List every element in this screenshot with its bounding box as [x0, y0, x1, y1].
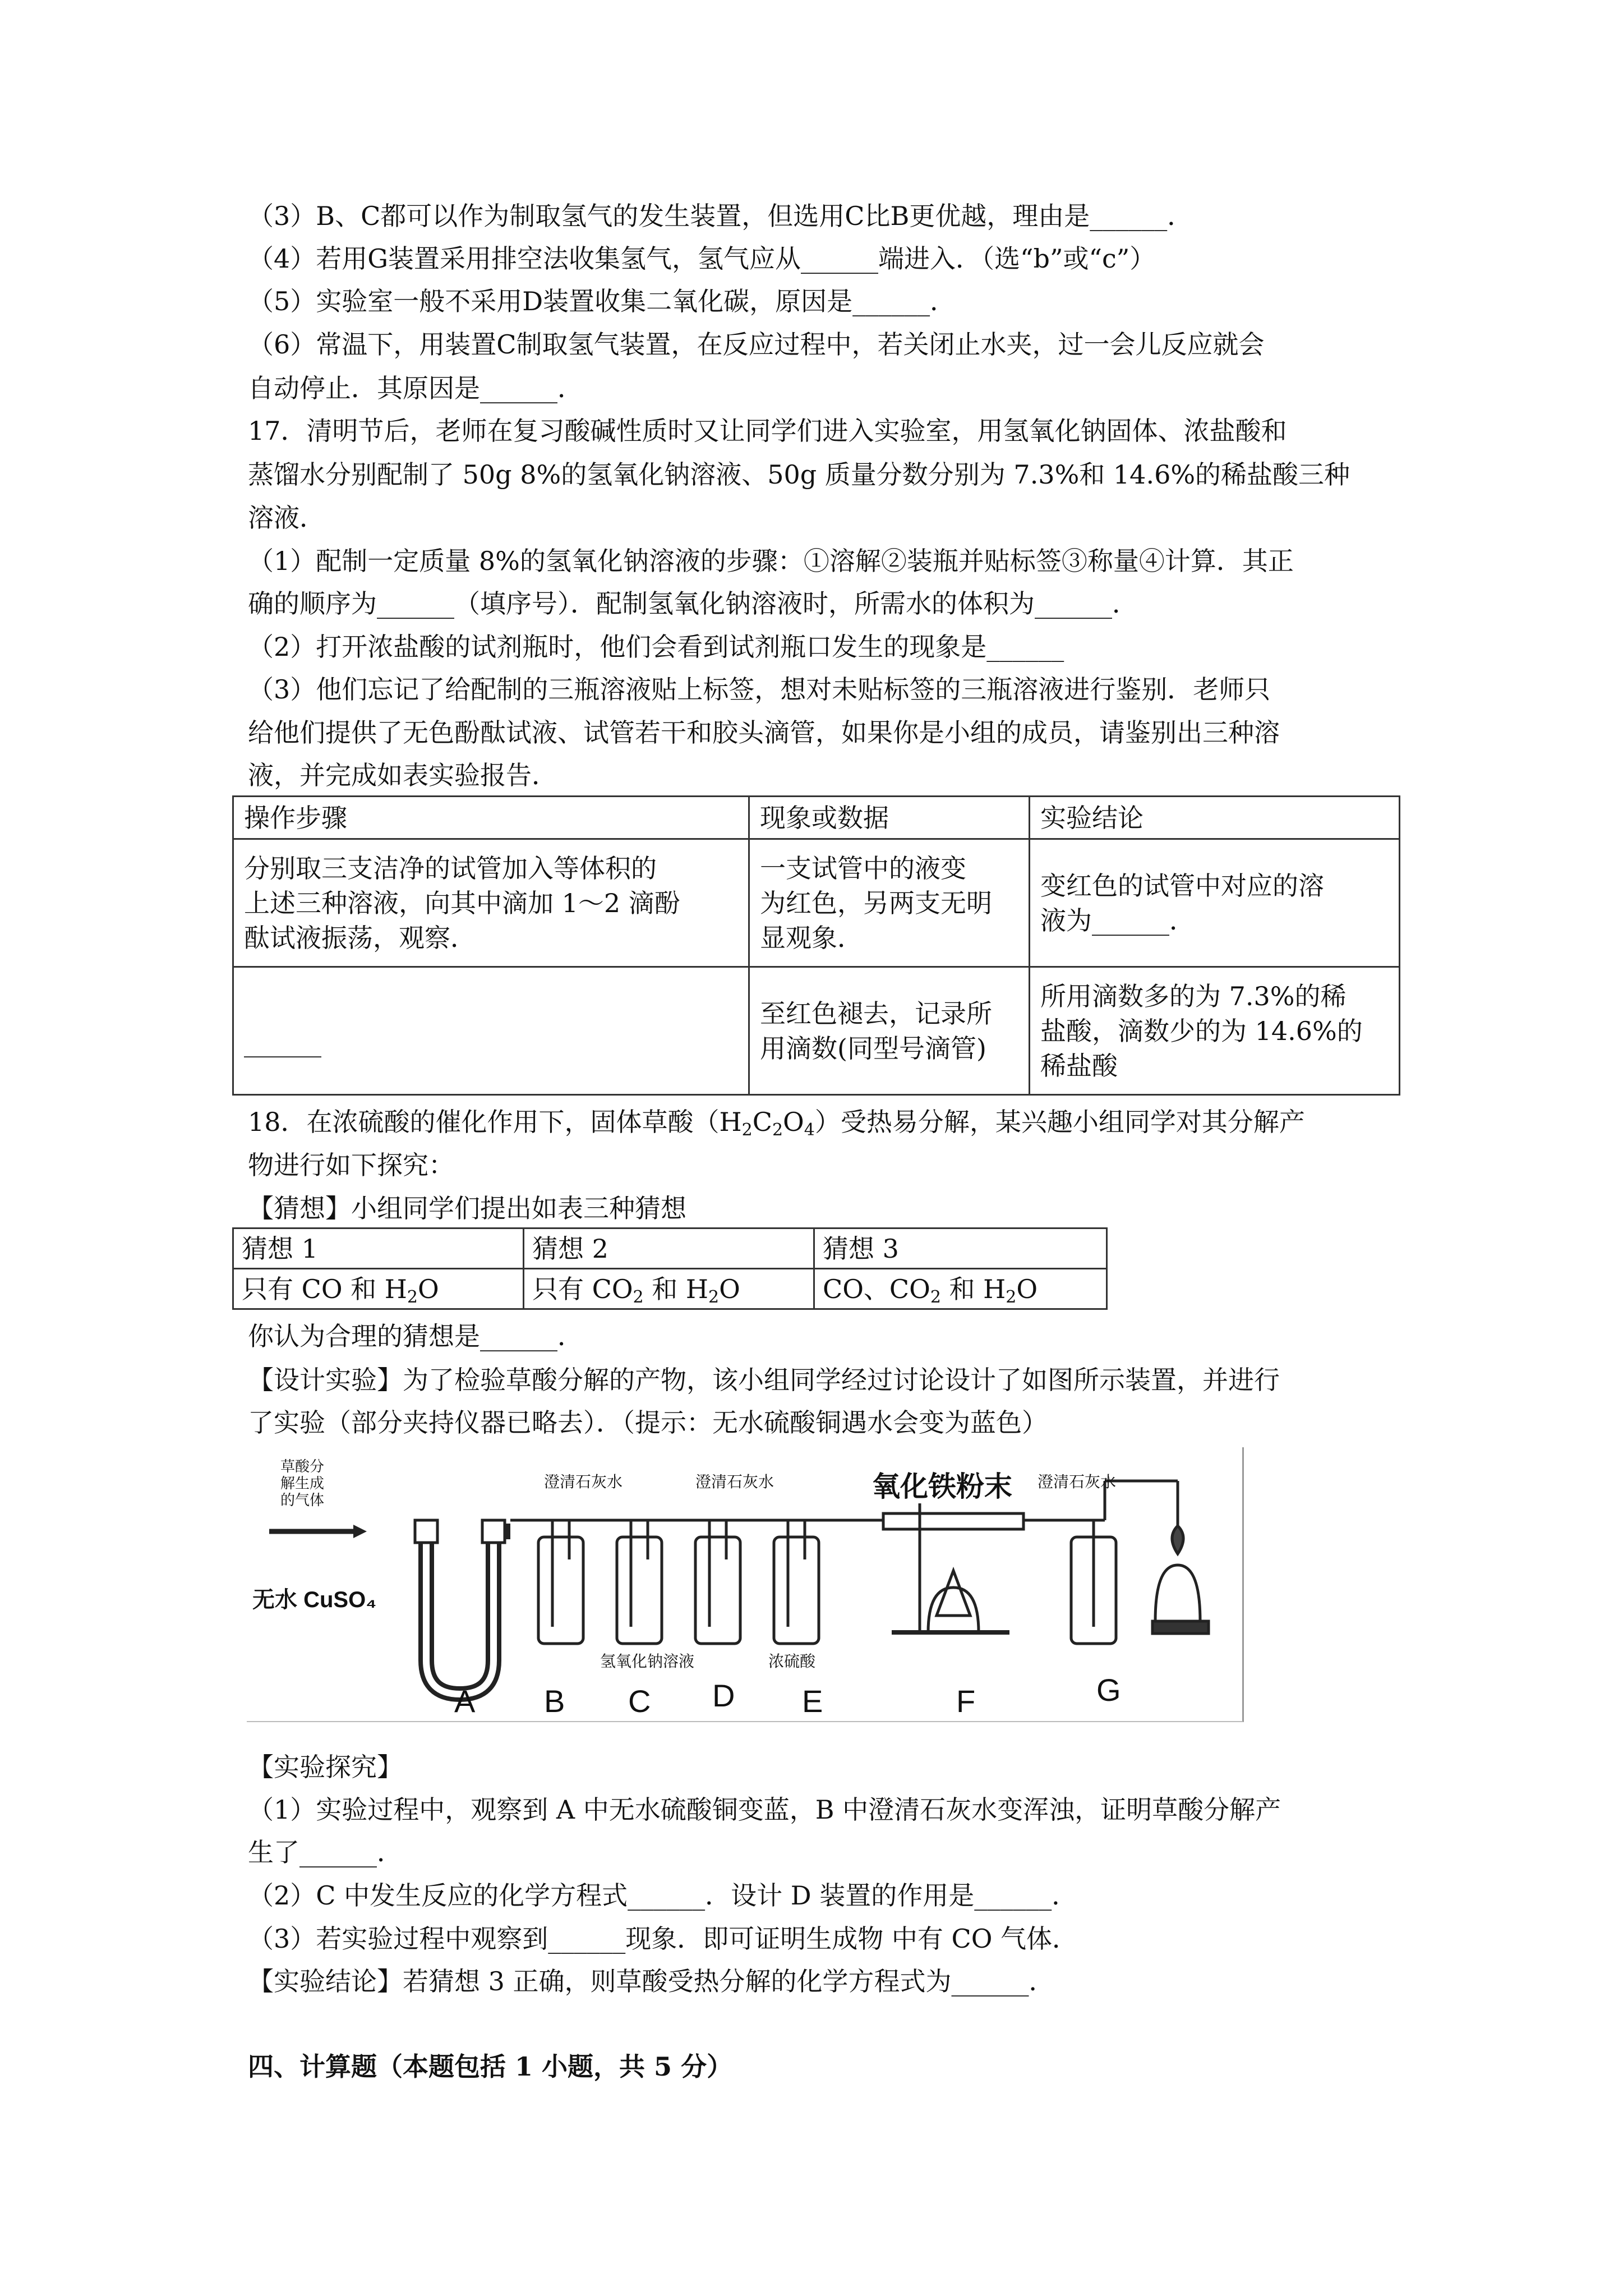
- q18-explore-1-line2: 生了______．: [248, 1837, 403, 1867]
- q16-part6-line2: 自动停止．其原因是______．: [248, 373, 583, 403]
- limewater-label-d: 澄清石灰水: [695, 1473, 774, 1491]
- table-row: [233, 967, 1400, 1095]
- q17-part2: （2）打开浓盐酸的试剂瓶时，他们会看到试剂瓶口发生的现象是______: [248, 632, 1064, 662]
- hyp-header-2: 猜想 2: [524, 1228, 814, 1269]
- row2-conclusion: 所用滴数多的为 7.3%的稀 盐酸，滴数少的为 14.6%的 稀盐酸: [1030, 967, 1400, 1095]
- letter-a: A: [454, 1683, 476, 1719]
- row1-conclusion: 变红色的试管中对应的溶 液为______．: [1030, 839, 1400, 967]
- limewater-label-g: 澄清石灰水: [1038, 1473, 1117, 1491]
- q16-part4: （4）若用G装置采用排空法收集氢气，氢气应从______端进入．（选“b”或“c”）: [248, 243, 1156, 274]
- q17-intro-line2: 蒸馏水分别配制了 50g 8%的氢氧化钠溶液、50g 质量分数分别为 7.3%和 14.6%的稀盐酸三种: [248, 459, 1350, 490]
- hyp-3: CO、$CO_2$ 和 $H_2O$: [814, 1269, 1107, 1309]
- q18-explore-1-line1: （1）实验过程中，观察到 A 中无水硫酸铜变蓝，B 中澄清石灰水变浑浊，证明草酸分解产: [248, 1795, 1281, 1825]
- hyp-header-3: 猜想 3: [814, 1228, 1107, 1269]
- q18-intro-line1: 18．在浓硫酸的催化作用下，固体草酸$(H_2C_2O_4)$受热易分解，某兴趣小组同学对其分解产: [248, 1107, 1305, 1140]
- q17-part3-line1: （3）他们忘记了给配制的三瓶溶液贴上标签，想对未贴标签的三瓶溶液进行鉴别．老师只: [248, 674, 1271, 705]
- q17-intro-line3: 溶液．: [248, 503, 325, 533]
- naoh-label: 氢氧化钠溶液: [600, 1652, 695, 1671]
- q18-intro-line2: 物进行如下探究：: [248, 1150, 454, 1180]
- table-header-step: 操作步骤: [233, 797, 749, 839]
- q16-part6-line1: （6）常温下，用装置C制取氢气装置，在反应过程中，若关闭止水夹，过一会儿反应就会: [248, 329, 1265, 360]
- letter-d: D: [712, 1678, 735, 1713]
- table-header-conclusion: 实验结论: [1030, 797, 1400, 839]
- letter-e: E: [802, 1683, 823, 1719]
- q18-design-line1: 【设计实验】为了检验草酸分解的产物，该小组同学经过讨论设计了如图所示装置，并进行: [248, 1365, 1280, 1395]
- q18-guess-intro: 【猜想】小组同学们提出如表三种猜想: [248, 1193, 686, 1223]
- q17-part3-line2: 给他们提供了无色酚酞试液、试管若干和胶头滴管，如果你是小组的成员，请鉴别出三种溶: [248, 717, 1280, 748]
- q18-reasonable: 你认为合理的猜想是______．: [248, 1321, 583, 1351]
- q16-part3: （3）B、C都可以作为制取氢气的发生装置，但选用C比B更优越，理由是______．: [248, 201, 1193, 231]
- anhydrous-cuso4-label: 无水 CuSO₄: [252, 1588, 377, 1612]
- q18-explore-2: （2）C 中发生反应的化学方程式______．设计 D 装置的作用是______．: [248, 1880, 1078, 1911]
- iron-oxide-label: 氧化铁粉末: [872, 1471, 1012, 1502]
- q17-part1-line2: 确的顺序为______（填序号）．配制氢氧化钠溶液时，所需水的体积为______．: [248, 588, 1138, 619]
- q17-intro-line1: 17．清明节后，老师在复习酸碱性质时又让同学们进入实验室，用氢氧化钠固体、浓盐酸和: [248, 416, 1287, 446]
- letter-c: C: [628, 1683, 651, 1719]
- row2-phenomenon: 至红色褪去，记录所 用滴数(同型号滴管): [749, 967, 1030, 1095]
- q16-part5: （5）实验室一般不采用D装置收集二氧化碳，原因是______．: [248, 286, 956, 316]
- q17-part1-line1: （1）配制一定质量 8%的氢氧化钠溶液的步骤：①溶解②装瓶并贴标签③称量④计算．其正: [248, 546, 1294, 576]
- limewater-label-b: 澄清石灰水: [544, 1473, 623, 1491]
- hyp-1: 只有 CO 和 $H_2O$: [233, 1269, 524, 1309]
- letter-f: F: [956, 1683, 976, 1719]
- row1-step: 分别取三支洁净的试管加入等体积的 上述三种溶液，向其中滴加 1～2 滴酚 酞试液振荡，观察．: [233, 839, 749, 967]
- q18-conclusion: 【实验结论】若猜想 3 正确，则草酸受热分解的化学方程式为______．: [248, 1966, 1055, 1996]
- q17-part3-line3: 液，并完成如表实验报告．: [248, 760, 557, 790]
- letter-g: G: [1096, 1672, 1121, 1708]
- h2so4-label: 浓硫酸: [768, 1652, 816, 1671]
- section-heading: 四、计算题（本题包括 1 小题，共 5 分）: [248, 2051, 733, 2082]
- letter-b: B: [544, 1683, 565, 1719]
- hyp-header-1: 猜想 1: [233, 1228, 524, 1269]
- q18-explore-heading: 【实验探究】: [248, 1752, 403, 1782]
- apparatus-figure: [247, 1447, 1244, 1722]
- hypothesis-table: [232, 1227, 1108, 1310]
- row2-step: ______: [233, 967, 749, 1095]
- row1-phenomenon: 一支试管中的液变 为红色，另两支无明 显观象．: [749, 839, 1030, 967]
- experiment-report-table: [232, 795, 1400, 1096]
- q18-design-line2: 了实验（部分夹持仪器已略去）．（提示：无水硫酸铜遇水会变为蓝色）: [248, 1407, 1048, 1438]
- hyp-2: 只有 $CO_2$ 和 $H_2O$: [524, 1269, 814, 1309]
- table-header-phenomenon: 现象或数据: [749, 797, 1030, 839]
- q18-explore-3: （3）若实验过程中观察到______现象．即可证明生成物 中有 CO 气体．: [248, 1924, 1078, 1954]
- table-row: [233, 839, 1400, 967]
- gas-label: 草酸分 解生成 的气体: [280, 1458, 325, 1509]
